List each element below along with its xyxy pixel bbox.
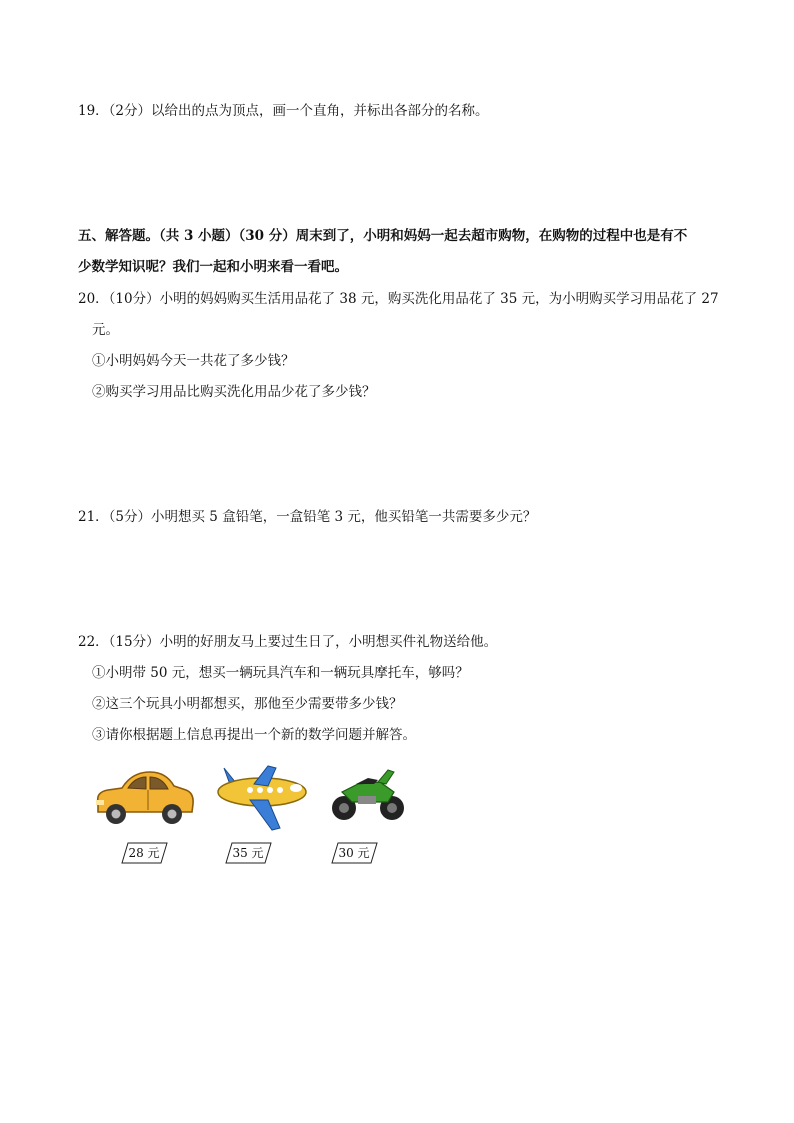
motorcycle-price: 30 元 xyxy=(338,846,370,860)
toy-plane-icon xyxy=(210,762,310,834)
question-20-line-1: 20．（10分）小明的妈妈购买生活用品花了 38 元，购买洗化用品花了 35 元，为小明购买学习用品花了 27 xyxy=(78,291,719,307)
plane-price: 35 元 xyxy=(232,846,264,860)
car-price: 28 元 xyxy=(128,846,160,860)
toy-car-icon xyxy=(92,762,196,828)
question-20-sub-2: ②购买学习用品比购买洗化用品少花了多少钱？ xyxy=(92,384,376,400)
motorcycle-price-tag xyxy=(330,842,378,864)
section-5-intro-line-2: 少数学知识呢？我们一起和小明来看一看吧。 xyxy=(78,259,348,275)
question-20-sub-1: ①小明妈妈今天一共花了多少钱？ xyxy=(92,353,295,369)
section-5-intro-line-1: 五、解答题。（共 3 小题）（30 分）周末到了，小明和妈妈一起去超市购物，在购物的过程中也是有不 xyxy=(78,228,688,244)
question-22-sub-2: ②这三个玩具小明都想买，那他至少需要带多少钱？ xyxy=(92,696,403,712)
question-20-line-2: 元。 xyxy=(92,322,119,338)
toy-motorcycle-icon xyxy=(328,762,408,824)
plane-price-tag xyxy=(224,842,272,864)
question-21: 21．（5分）小明想买 5 盒铅笔，一盒铅笔 3 元，他买铅笔一共需要多少元？ xyxy=(78,509,537,525)
question-22-line-1: 22．（15分）小明的好朋友马上要过生日了，小明想买件礼物送给他。 xyxy=(78,634,498,650)
car-price-tag xyxy=(120,842,168,864)
toy-plane xyxy=(210,762,310,868)
toy-motorcycle xyxy=(328,762,428,868)
toy-car xyxy=(92,762,192,868)
question-19: 19．（2分）以给出的点为顶点，画一个直角，并标出各部分的名称。 xyxy=(78,103,489,119)
question-22-sub-3: ③请你根据题上信息再提出一个新的数学问题并解答。 xyxy=(92,727,416,743)
question-22-sub-1: ①小明带 50 元，想买一辆玩具汽车和一辆玩具摩托车，够吗？ xyxy=(92,665,469,681)
toy-price-images xyxy=(92,762,404,868)
